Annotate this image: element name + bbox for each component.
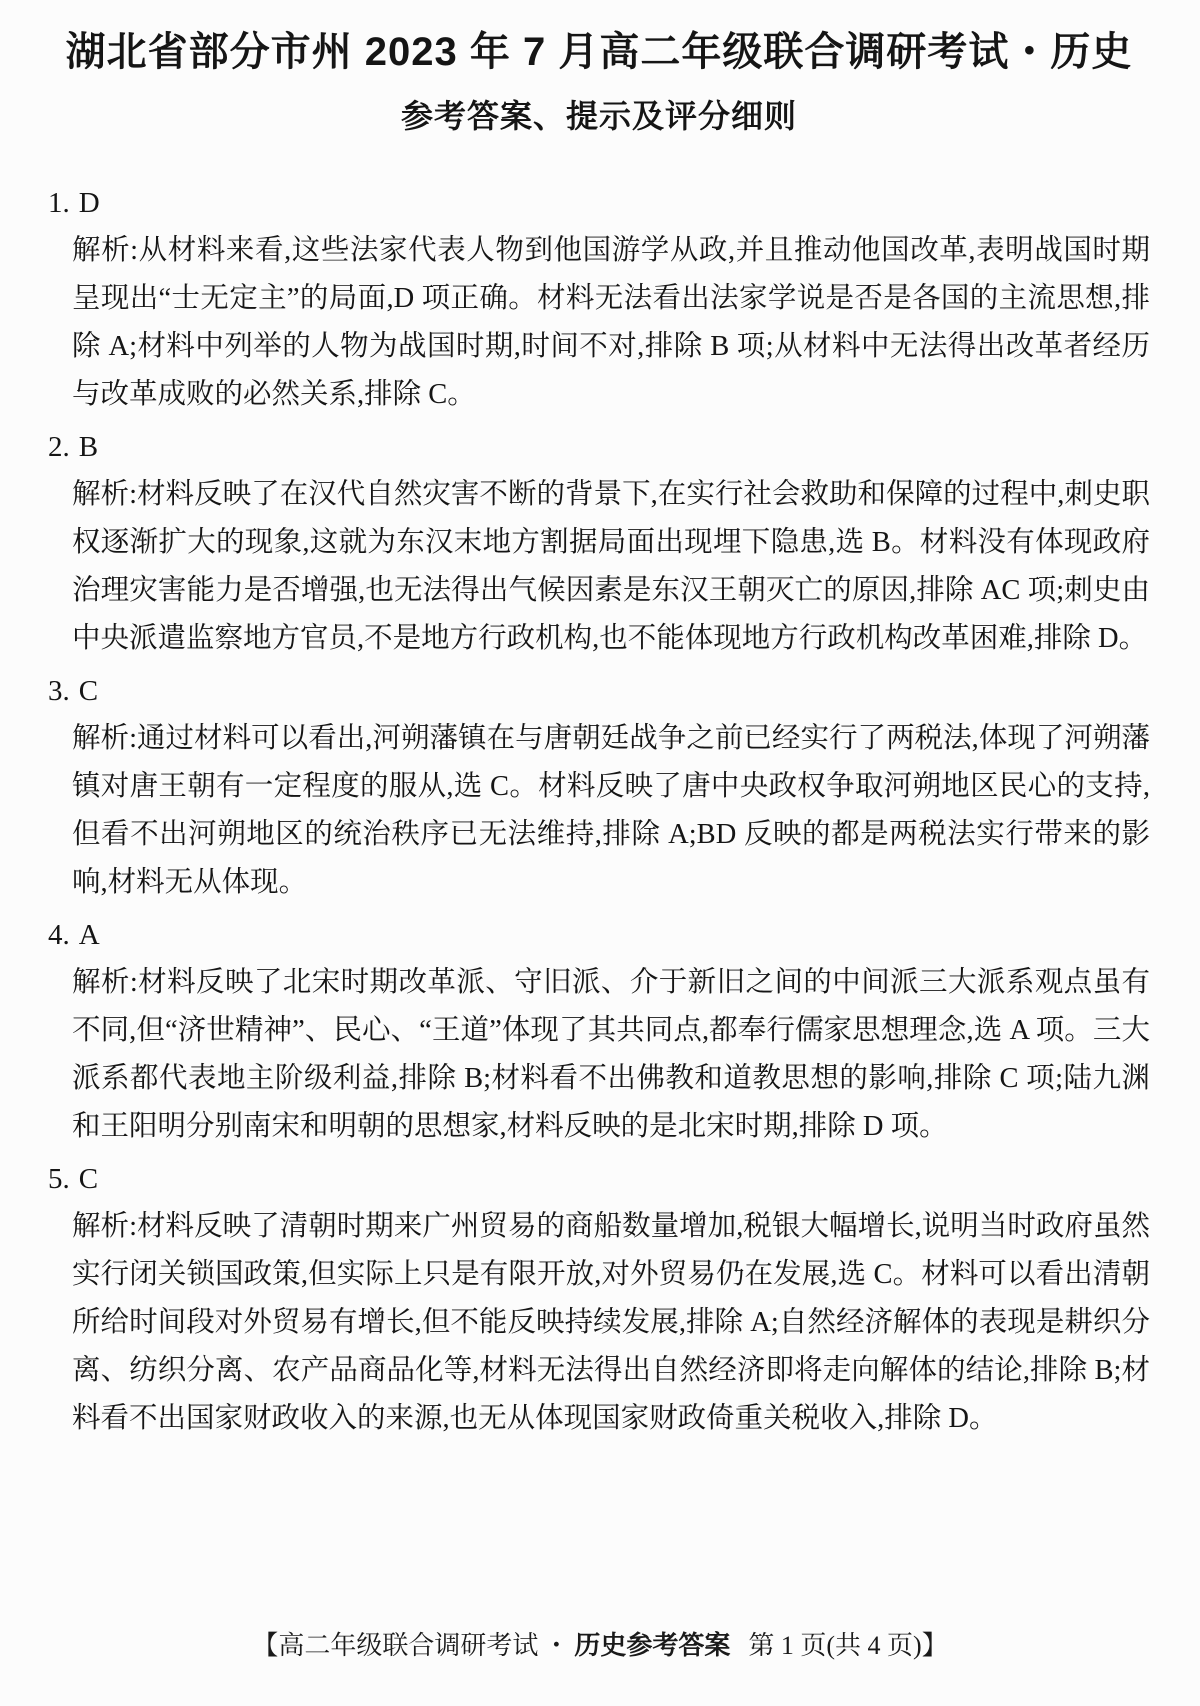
answer-letter: C: [78, 674, 99, 707]
footer-separator-dot: ・: [543, 1631, 570, 1660]
footer-page-info: 第 1 页(共 4 页): [748, 1631, 922, 1660]
footer-answer-label: 历史参考答案: [574, 1630, 731, 1660]
footer-bracket-close: 】: [921, 1631, 948, 1660]
question-number: 2.: [48, 430, 70, 463]
question-block-1: [48, 179, 1150, 419]
question-block-3: [48, 667, 1150, 907]
page-title: 湖北省部分市州 2023 年 7 月高二年级联合调研考试・历史: [65, 30, 1133, 74]
question-number: 1.: [48, 186, 70, 219]
answer-letter: C: [78, 1162, 99, 1195]
answer-line: [48, 423, 1150, 471]
footer-exam-name: 高二年级联合调研考试: [278, 1631, 539, 1660]
explanation-text: 解析:材料反映了清朝时期来广州贸易的商船数量增加,税银大幅增长,说明当时政府虽然实行闭关锁国政策,但实际上只是有限开放,对外贸易仍在发展,选 C。材料可以看出清朝所给时间段对外贸易有增长,但不能反映持续发展,排除 A;自然经济解体的表现是耕织分离、纺织分离、农产品商品化等,材料无法得出自然经济即将走向解体的结论,排除 B;材料看不出国家财政收入的来源,也无从体现国家财政倚重关税收入,排除 D。: [72, 1210, 1150, 1434]
question-block-2: [48, 423, 1150, 663]
page-footer: [0, 1628, 1200, 1663]
answer-list: [48, 179, 1150, 1443]
answer-letter: B: [78, 430, 99, 463]
answer-line: [48, 1155, 1150, 1203]
question-number: 4.: [48, 918, 70, 951]
explanation-text: 解析:材料反映了在汉代自然灾害不断的背景下,在实行社会救助和保障的过程中,刺史职权逐渐扩大的现象,这就为东汉末地方割据局面出现埋下隐患,选 B。材料没有体现政府治理灾害能力是否增强,也无法得出气候因素是东汉王朝灭亡的原因,排除 AC 项;刺史由中央派遣监察地方官员,不是地方行政机构,也不能体现地方行政机构改革困难,排除 D。: [72, 478, 1150, 654]
question-number: 5.: [48, 1162, 70, 1195]
explanation-text: 解析:材料反映了北宋时期改革派、守旧派、介于新旧之间的中间派三大派系观点虽有不同,但“济世精神”、民心、“王道”体现了其共同点,都奉行儒家思想理念,选 A 项。三大派系都代表地主阶级利益,排除 B;材料看不出佛教和道教思想的影响,排除 C 项;陆九渊和王阳明分别南宋和明朝的思想家,材料反映的是北宋时期,排除 D 项。: [72, 966, 1150, 1142]
question-number: 3.: [48, 674, 70, 707]
answer-line: [48, 179, 1150, 227]
footer-bracket-open: 【: [252, 1631, 279, 1660]
question-block-4: [48, 911, 1150, 1151]
explanation-text: 解析:通过材料可以看出,河朔藩镇在与唐朝廷战争之前已经实行了两税法,体现了河朔藩镇对唐王朝有一定程度的服从,选 C。材料反映了唐中央政权争取河朔地区民心的支持,但看不出河朔地区的统治秩序已无法维持,排除 A;BD 反映的都是两税法实行带来的影响,材料无从体现。: [72, 722, 1150, 898]
answer-letter: D: [78, 186, 100, 219]
answer-letter: A: [78, 918, 100, 951]
question-block-5: [48, 1155, 1150, 1443]
explanation-text: 解析:从材料来看,这些法家代表人物到他国游学从政,并且推动他国改革,表明战国时期呈现出“士无定主”的局面,D 项正确。材料无法看出法家学说是否是各国的主流思想,排除 A;材料中列举的人物为战国时期,时间不对,排除 B 项;从材料中无法得出改革者经历与改革成败的必然关系,排除 C。: [72, 234, 1150, 410]
answer-line: [48, 911, 1150, 959]
page-subtitle: 参考答案、提示及评分细则: [400, 97, 797, 134]
answer-line: [48, 667, 1150, 715]
